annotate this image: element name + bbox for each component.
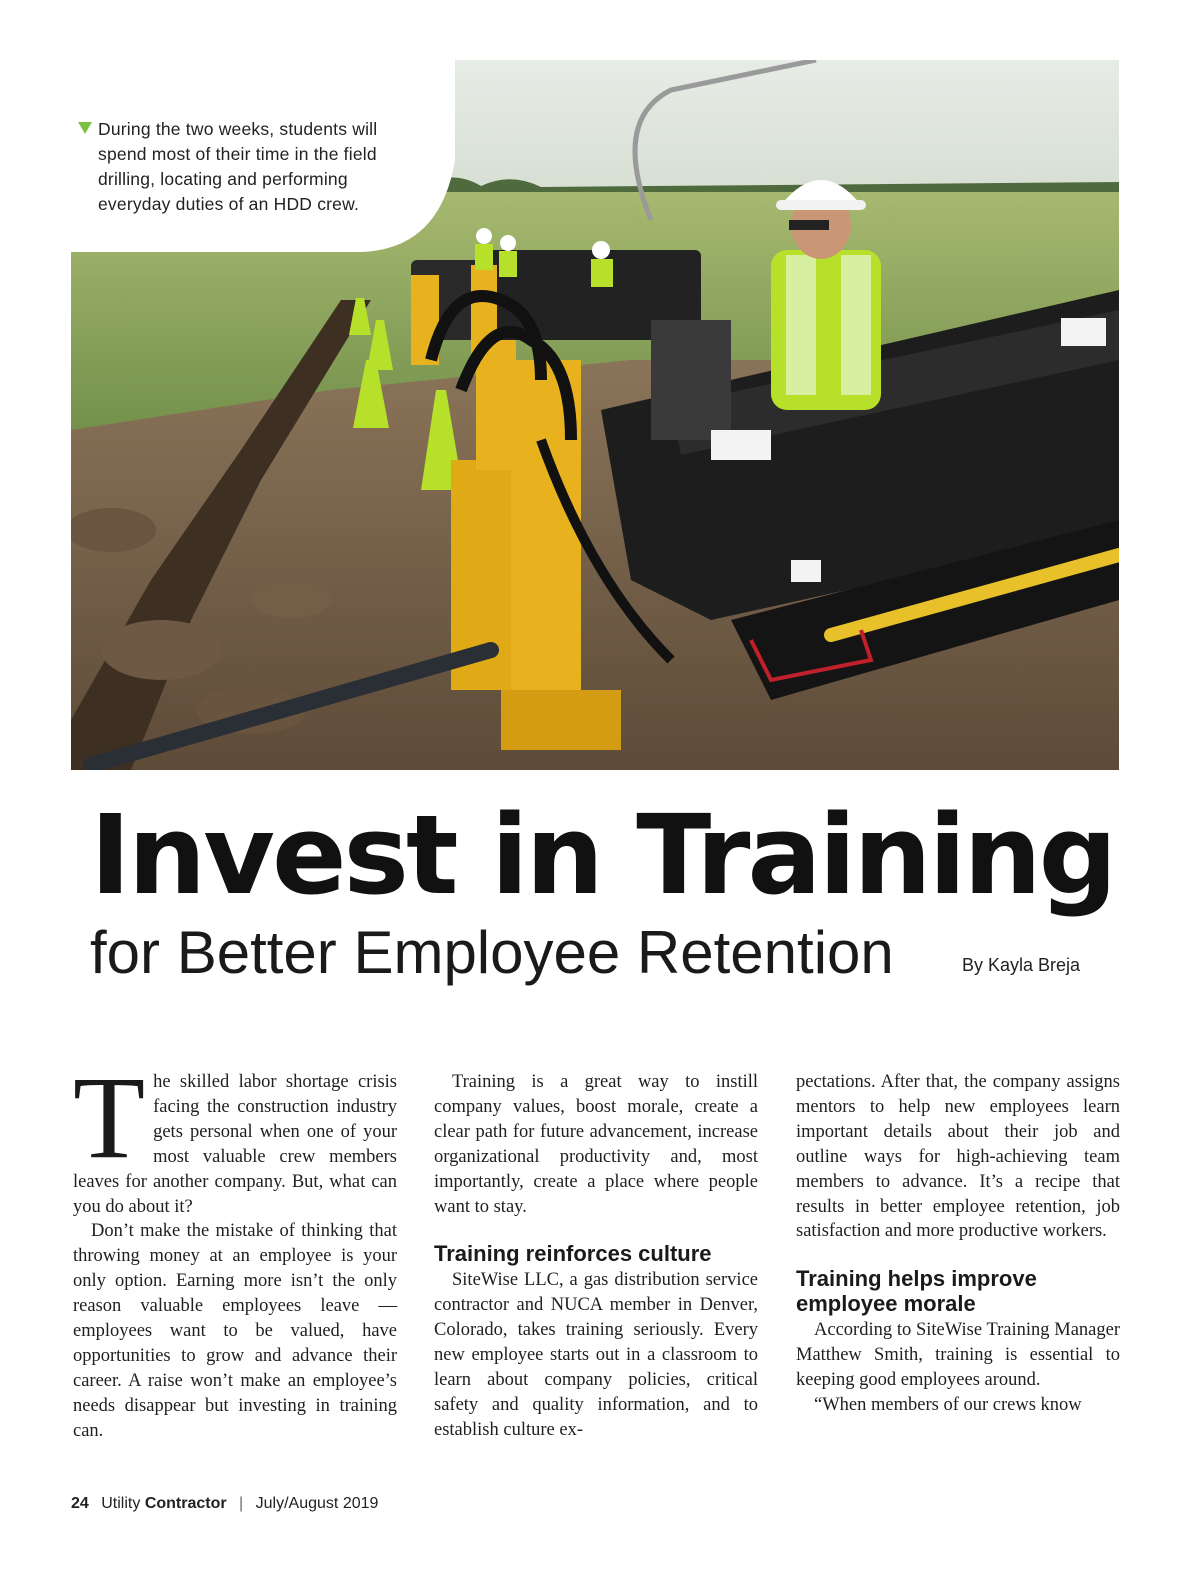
paragraph: Don’t make the mistake of thinking that throwing money at an employee is your only option. Earning more isn’t the only reason valuable employees leave — employees want to be valued, have opportunities to grow and advance their career. A raise won’t make an employee’s needs disappear but investing in training can. [73, 1221, 397, 1441]
subhead-training-reinforces-culture: Training reinforces culture [434, 1241, 712, 1267]
paragraph: “When members of our crews know [814, 1395, 1082, 1416]
drop-cap: T [73, 1052, 146, 1183]
footer-separator: | [239, 1495, 244, 1512]
caption-triangle-icon [78, 122, 92, 134]
magazine-name-bold: Contractor [144, 1495, 227, 1512]
paragraph: According to SiteWise Training Manager Matthew Smith, training is essential to keeping good employees around. [796, 1320, 1120, 1391]
page-number: 24 [71, 1495, 89, 1512]
article-subtitle: for Better Employee Retention [90, 919, 894, 986]
page-footer [71, 1495, 378, 1513]
byline: By Kayla Breja [962, 955, 1081, 975]
photo-caption: During the two weeks, students will spend most of their time in the field drilling, locating and performing everyday duties of an HDD crew. [78, 117, 418, 217]
magazine-name-light: Utility [101, 1495, 141, 1512]
article-column-3 [796, 1070, 1120, 1418]
article-column-1 [73, 1052, 397, 1444]
caption-panel [0, 0, 1200, 252]
issue-date: July/August 2019 [255, 1495, 379, 1512]
paragraph: SiteWise LLC, a gas distribution service contractor and NUCA member in Denver, Colorado, takes training seriously. Every new employee starts out in a classroom to learn about company policies, critical safety and quality information, and to establish culture ex- [434, 1270, 758, 1440]
article-column-2 [434, 1070, 758, 1443]
paragraph: Training is a great way to instill company values, boost morale, create a clear path for future advancement, increase organizational productivity and, most importantly, create a place where people want to stay. [434, 1072, 758, 1217]
opening-paragraph: The skilled labor shortage crisis facing the construction industry gets personal when one of your most valuable crew members leaves for another company. But, what can you do about it? [73, 1052, 397, 1217]
subhead-training-improves-morale: Training helps improve employee morale [796, 1266, 1037, 1317]
article-title: Invest in Training [90, 791, 1115, 919]
paragraph: pectations. After that, the company assigns mentors to help new employees learn important details about their job and outline ways for high-achieving team members to advance. It’s a recipe that results in better employee retention, job satisfaction and more productive workers. [796, 1072, 1120, 1242]
